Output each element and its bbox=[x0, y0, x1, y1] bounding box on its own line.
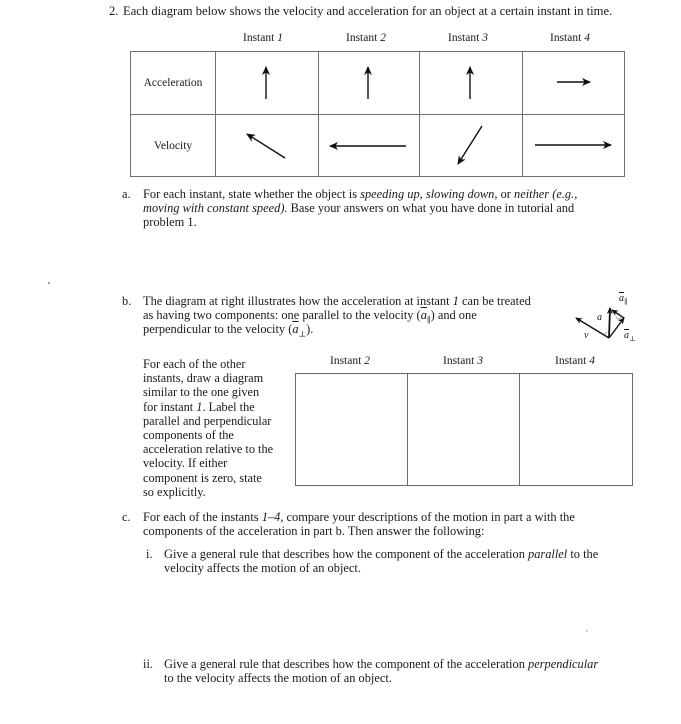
instruction-line: acceleration relative to the bbox=[143, 442, 274, 457]
velocity-arrow-instant-3 bbox=[458, 126, 482, 164]
text: The diagram at right illustrates how the acceleration at instant bbox=[143, 294, 453, 308]
part-c-line-1 bbox=[143, 510, 575, 524]
part-c-ii-line-1 bbox=[164, 657, 598, 671]
part-a-marker: a. bbox=[122, 187, 131, 201]
part-c-marker: c. bbox=[122, 510, 131, 524]
subscript: ⊥ bbox=[298, 329, 307, 339]
subscript: ⊥ bbox=[629, 335, 636, 343]
a-parallel-symbol: $\overline{a}$ bbox=[420, 308, 427, 322]
instruction-line: For each of the other bbox=[143, 357, 246, 371]
stray-mark bbox=[48, 282, 50, 284]
text: Give a general rule that describes how the component of the acceleration bbox=[164, 657, 528, 671]
label-a: a bbox=[597, 312, 602, 323]
part-c-i-marker: i. bbox=[146, 547, 153, 561]
part-a-line-3: problem 1. bbox=[143, 215, 197, 229]
text: can be treated bbox=[458, 294, 531, 308]
answer-box-instant-3[interactable] bbox=[407, 373, 520, 486]
emphasis: moving with constant speed). bbox=[143, 201, 288, 215]
answer-header-instant-2 bbox=[330, 355, 370, 367]
part-c-line-2: components of the acceleration in part b. Then answer the following: bbox=[143, 524, 485, 538]
emphasis: 1 bbox=[196, 399, 203, 414]
a-perp-symbol: $\overline{a}$ bbox=[292, 322, 299, 336]
text: ) and one bbox=[430, 308, 477, 322]
answer-header-instant-3 bbox=[443, 355, 483, 367]
angle-mark bbox=[604, 332, 607, 335]
text: Base your answers on what you have done in tutorial and bbox=[287, 201, 575, 215]
part-a-line-2 bbox=[143, 201, 574, 215]
text: for instant bbox=[143, 399, 197, 414]
part-c-i-line-2: velocity affects the motion of an object. bbox=[164, 561, 361, 575]
symbol: $\overline{a}$ bbox=[619, 293, 624, 304]
header-number: 2 bbox=[364, 355, 370, 367]
answer-box-instant-2[interactable] bbox=[295, 373, 408, 486]
header-prefix: Instant bbox=[330, 355, 365, 367]
part-b-marker: b. bbox=[122, 294, 132, 308]
label-a-parallel bbox=[619, 293, 627, 306]
header-number: 4 bbox=[584, 32, 590, 44]
instruction-line: instants, draw a diagram bbox=[143, 371, 264, 386]
part-b-line-1 bbox=[143, 294, 531, 308]
text: to the bbox=[567, 547, 599, 561]
answer-box-instant-4[interactable] bbox=[519, 373, 633, 486]
header-prefix: Instant bbox=[550, 32, 585, 44]
instruction-line: similar to the one given bbox=[143, 385, 260, 400]
header-prefix: Instant bbox=[346, 32, 381, 44]
diagram-a-par-arrow bbox=[612, 310, 624, 318]
emphasis: 1 bbox=[452, 294, 459, 308]
emphasis: slowing down bbox=[425, 187, 495, 201]
diagram-a-perp-arrow bbox=[609, 318, 624, 338]
answer-header-instant-4 bbox=[555, 355, 595, 367]
header-number: 1 bbox=[277, 32, 283, 44]
part-a-line-1 bbox=[143, 187, 577, 201]
header-prefix: Instant bbox=[243, 32, 278, 44]
header-number: 4 bbox=[589, 355, 595, 367]
header-number: 3 bbox=[477, 355, 483, 367]
label-a-perp bbox=[624, 330, 636, 343]
header-prefix: Instant bbox=[448, 32, 483, 44]
label-v: v bbox=[584, 330, 589, 341]
part-b-line-3 bbox=[143, 322, 313, 341]
instruction-line: parallel and perpendicular bbox=[143, 413, 272, 428]
text: ). bbox=[306, 322, 314, 336]
part-b-instructions bbox=[143, 357, 273, 499]
emphasis: parallel bbox=[528, 547, 568, 561]
row-label-acceleration: Acceleration bbox=[131, 52, 216, 115]
text: For each of the instants bbox=[143, 510, 262, 524]
text: , bbox=[419, 187, 426, 201]
part-c-ii-line-2: to the velocity affects the motion of an object. bbox=[164, 671, 392, 685]
emphasis: 1–4 bbox=[261, 510, 281, 524]
part-c-ii-marker: ii. bbox=[143, 657, 153, 671]
velocity-arrow-instant-1 bbox=[247, 134, 285, 158]
text: , compare your descriptions of the motion in part a with the bbox=[280, 510, 575, 524]
symbol: $\overline{a}$ bbox=[624, 330, 629, 341]
text: , or bbox=[494, 187, 515, 201]
instruction-line: component is zero, state bbox=[143, 470, 262, 485]
text: For each instant, state whether the object is bbox=[143, 187, 361, 201]
instruction-line: so explicitly. bbox=[143, 484, 206, 499]
text: . Label the bbox=[202, 399, 255, 414]
text: perpendicular to the velocity ( bbox=[143, 322, 293, 336]
text: Give a general rule that describes how the component of the acceleration bbox=[164, 547, 528, 561]
emphasis: speeding up bbox=[360, 187, 420, 201]
header-number: 3 bbox=[482, 32, 488, 44]
header-prefix: Instant bbox=[443, 355, 478, 367]
instruction-line: components of the bbox=[143, 428, 234, 443]
diagram-acceleration-arrow bbox=[609, 308, 610, 338]
header-number: 2 bbox=[380, 32, 386, 44]
emphasis: neither (e.g., bbox=[514, 187, 578, 201]
stray-mark bbox=[586, 630, 588, 632]
row-label-velocity: Velocity bbox=[131, 115, 216, 177]
text: as having two components: one parallel to the velocity ( bbox=[143, 308, 421, 322]
instruction-line: velocity. If either bbox=[143, 456, 228, 471]
instruction-line bbox=[143, 400, 273, 414]
header-prefix: Instant bbox=[555, 355, 590, 367]
question-intro: Each diagram below shows the velocity and acceleration for an object at a certain instant in time. bbox=[123, 4, 613, 18]
part-c-i-line-1 bbox=[164, 547, 598, 561]
emphasis: perpendicular bbox=[528, 657, 599, 671]
question-number: 2. bbox=[109, 4, 119, 18]
subscript: ∥ bbox=[426, 315, 431, 325]
subscript: ∥ bbox=[624, 298, 628, 306]
